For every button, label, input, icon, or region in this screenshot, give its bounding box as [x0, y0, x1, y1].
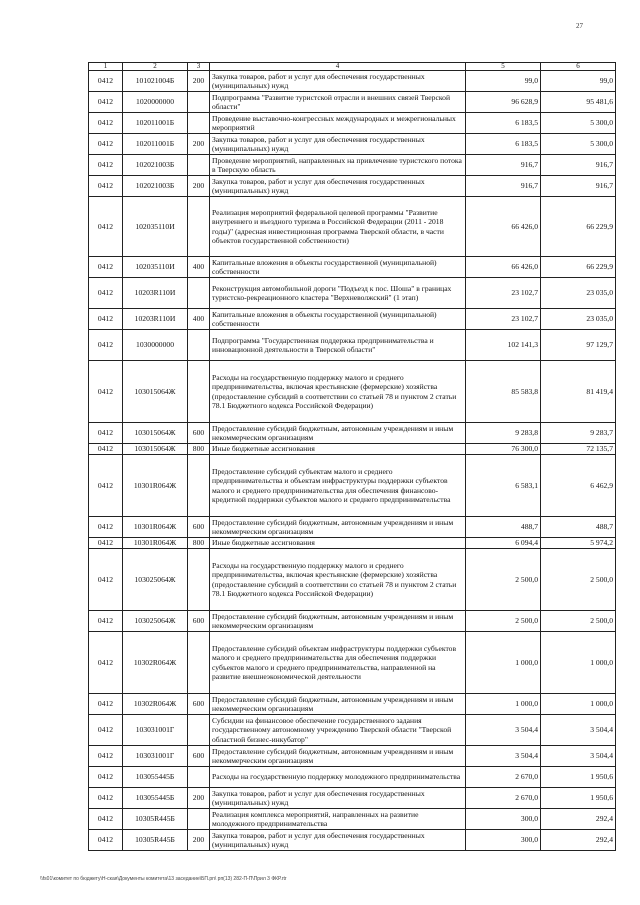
table-row — [89, 113, 616, 134]
target-article-code: 102035110И — [123, 197, 188, 257]
table-row — [89, 611, 616, 632]
table-row — [89, 71, 616, 92]
expense-type-code — [188, 113, 210, 134]
table-row — [89, 361, 616, 423]
expense-type-code: 200 — [188, 830, 210, 851]
table-row — [89, 830, 616, 851]
table-header-row — [89, 63, 616, 71]
table-row — [89, 257, 616, 278]
table-row — [89, 330, 616, 361]
target-article-code: 102021003Б — [123, 176, 188, 197]
executed-amount: 66 229,9 — [541, 197, 616, 257]
target-article-code: 10301R064Ж — [123, 517, 188, 538]
target-article-code: 103025064Ж — [123, 549, 188, 611]
target-article-code: 10305R445Б — [123, 809, 188, 830]
planned-amount: 916,7 — [466, 155, 541, 176]
executed-amount: 5 974,2 — [541, 538, 616, 549]
planned-amount: 66 426,0 — [466, 197, 541, 257]
expense-type-code: 800 — [188, 538, 210, 549]
section-code: 0412 — [89, 278, 123, 309]
table-row — [89, 632, 616, 694]
table-row — [89, 134, 616, 155]
budget-table — [88, 62, 616, 851]
planned-amount: 96 628,9 — [466, 92, 541, 113]
expense-type-code — [188, 809, 210, 830]
expense-type-code — [188, 632, 210, 694]
section-code: 0412 — [89, 767, 123, 788]
header-cell: 1 — [89, 63, 123, 71]
section-code: 0412 — [89, 809, 123, 830]
expense-type-code — [188, 197, 210, 257]
item-name: Закупка товаров, работ и услуг для обеспечения государственных (муниципальных) нужд — [210, 176, 466, 197]
planned-amount: 1 000,0 — [466, 632, 541, 694]
target-article-code: 10203R110И — [123, 309, 188, 330]
target-article-code: 103055445Б — [123, 767, 188, 788]
target-article-code: 10301R064Ж — [123, 538, 188, 549]
section-code: 0412 — [89, 788, 123, 809]
planned-amount: 23 102,7 — [466, 309, 541, 330]
table-row — [89, 809, 616, 830]
executed-amount: 3 504,4 — [541, 746, 616, 767]
item-name: Закупка товаров, работ и услуг для обеспечения государственных (муниципальных) нужд — [210, 830, 466, 851]
item-name: Предоставление субсидий бюджетным, автономным учреждениям и иным некоммерческим организациям — [210, 611, 466, 632]
target-article-code: 10305R445Б — [123, 830, 188, 851]
executed-amount: 1 950,6 — [541, 767, 616, 788]
expense-type-code — [188, 278, 210, 309]
item-name: Расходы на государственную поддержку малого и среднего предпринимательства, включая крестьянские (фермерские) хозяйства (предоставление субсидий в соответствии со статьей 78 и пунктом 2 статьи 78.1 Бюджетного кодекса Российской Федерации) — [210, 549, 466, 611]
section-code: 0412 — [89, 309, 123, 330]
expense-type-code: 800 — [188, 444, 210, 455]
planned-amount: 9 283,8 — [466, 423, 541, 444]
expense-type-code: 600 — [188, 746, 210, 767]
table-row — [89, 92, 616, 113]
planned-amount: 2 670,0 — [466, 767, 541, 788]
executed-amount: 2 500,0 — [541, 549, 616, 611]
target-article-code: 103015064Ж — [123, 361, 188, 423]
item-name: Расходы на государственную поддержку малого и среднего предпринимательства, включая крестьянские (фермерские) хозяйства (предоставление субсидий в соответствии со статьей 78 и пунктом 2 статьи 78.1 Бюджетного кодекса Российской Федерации) — [210, 361, 466, 423]
executed-amount: 3 504,4 — [541, 715, 616, 746]
executed-amount: 2 500,0 — [541, 611, 616, 632]
item-name: Предоставление субсидий объектам инфраструктуры поддержки субъектов малого и среднего предпринимательства для обеспечения поддержки субъектов малого и среднего предпринимательства, направленной на развитие внешнеэкономической деятельности — [210, 632, 466, 694]
section-code: 0412 — [89, 113, 123, 134]
item-name: Реализация комплекса мероприятий, направленных на развитие молодежного предпринимательства — [210, 809, 466, 830]
section-code: 0412 — [89, 517, 123, 538]
section-code: 0412 — [89, 155, 123, 176]
planned-amount: 102 141,3 — [466, 330, 541, 361]
section-code: 0412 — [89, 538, 123, 549]
expense-type-code: 200 — [188, 134, 210, 155]
planned-amount: 66 426,0 — [466, 257, 541, 278]
planned-amount: 76 300,0 — [466, 444, 541, 455]
planned-amount: 300,0 — [466, 809, 541, 830]
table-row — [89, 549, 616, 611]
planned-amount: 2 500,0 — [466, 549, 541, 611]
page-number: 27 — [576, 22, 583, 30]
executed-amount: 81 419,4 — [541, 361, 616, 423]
planned-amount: 3 504,4 — [466, 746, 541, 767]
target-article-code: 10302R064Ж — [123, 632, 188, 694]
planned-amount: 488,7 — [466, 517, 541, 538]
table-row — [89, 176, 616, 197]
section-code: 0412 — [89, 444, 123, 455]
target-article-code: 10301R064Ж — [123, 455, 188, 517]
section-code: 0412 — [89, 746, 123, 767]
planned-amount: 916,7 — [466, 176, 541, 197]
executed-amount: 1 000,0 — [541, 694, 616, 715]
expense-type-code — [188, 549, 210, 611]
section-code: 0412 — [89, 830, 123, 851]
planned-amount: 6 183,5 — [466, 113, 541, 134]
item-name: Предоставление субсидий субъектам малого и среднего предпринимательства и объектам инфраструктуры поддержки субъектов малого и среднего предпринимательства для обеспечения финансово-кредитной поддержки субъектов малого и среднего предпринимательства — [210, 455, 466, 517]
expense-type-code: 200 — [188, 71, 210, 92]
expense-type-code: 200 — [188, 788, 210, 809]
target-article-code: 102035110И — [123, 257, 188, 278]
table-row — [89, 715, 616, 746]
executed-amount: 292,4 — [541, 809, 616, 830]
section-code: 0412 — [89, 92, 123, 113]
item-name: Иные бюджетные ассигнования — [210, 538, 466, 549]
item-name: Подпрограмма "Развитие туристской отрасли и внешних связей Тверской области" — [210, 92, 466, 113]
table-row — [89, 788, 616, 809]
section-code: 0412 — [89, 330, 123, 361]
item-name: Реконструкция автомобильной дороги "Подъезд к пос. Шоша" в границах туристско-рекреационного кластера "Верхневолжский" (1 этап) — [210, 278, 466, 309]
executed-amount: 95 481,6 — [541, 92, 616, 113]
target-article-code: 103031001Г — [123, 715, 188, 746]
header-cell: 4 — [210, 63, 466, 71]
expense-type-code: 600 — [188, 517, 210, 538]
section-code: 0412 — [89, 361, 123, 423]
planned-amount: 6 583,1 — [466, 455, 541, 517]
table-row — [89, 455, 616, 517]
section-code: 0412 — [89, 632, 123, 694]
target-article-code: 103031001Г — [123, 746, 188, 767]
table-row — [89, 444, 616, 455]
header-cell: 2 — [123, 63, 188, 71]
executed-amount: 9 283,7 — [541, 423, 616, 444]
table-row — [89, 423, 616, 444]
executed-amount: 916,7 — [541, 176, 616, 197]
section-code: 0412 — [89, 176, 123, 197]
expense-type-code: 600 — [188, 423, 210, 444]
target-article-code: 10203R110И — [123, 278, 188, 309]
executed-amount: 5 300,0 — [541, 134, 616, 155]
header-cell: 5 — [466, 63, 541, 71]
item-name: Предоставление субсидий бюджетным, автономным учреждениям и иным некоммерческим организациям — [210, 423, 466, 444]
planned-amount: 3 504,4 — [466, 715, 541, 746]
planned-amount: 300,0 — [466, 830, 541, 851]
expense-type-code — [188, 455, 210, 517]
planned-amount: 6 183,5 — [466, 134, 541, 155]
executed-amount: 1 000,0 — [541, 632, 616, 694]
section-code: 0412 — [89, 611, 123, 632]
planned-amount: 6 094,4 — [466, 538, 541, 549]
planned-amount: 2 670,0 — [466, 788, 541, 809]
table-row — [89, 767, 616, 788]
item-name: Подпрограмма "Государственная поддержка предпринимательства и инновационной деятельности в Тверской области" — [210, 330, 466, 361]
target-article-code: 101021004Б — [123, 71, 188, 92]
table-row — [89, 197, 616, 257]
file-path-footer: \\fs01\комитет по бюджету\Н-ская\Документы комитета\13 заседание\БП.рп\ рп(13) 282-П-П\Прил 3 ФКР.rtr — [40, 876, 287, 882]
expense-type-code — [188, 715, 210, 746]
target-article-code: 103015064Ж — [123, 444, 188, 455]
executed-amount: 292,4 — [541, 830, 616, 851]
executed-amount: 23 035,0 — [541, 278, 616, 309]
executed-amount: 6 462,9 — [541, 455, 616, 517]
expense-type-code — [188, 767, 210, 788]
item-name: Закупка товаров, работ и услуг для обеспечения государственных (муниципальных) нужд — [210, 71, 466, 92]
section-code: 0412 — [89, 257, 123, 278]
target-article-code: 1020000000 — [123, 92, 188, 113]
expense-type-code: 200 — [188, 176, 210, 197]
item-name: Предоставление субсидий бюджетным, автономным учреждениям и иным некоммерческим организациям — [210, 694, 466, 715]
executed-amount: 72 135,7 — [541, 444, 616, 455]
table-row — [89, 278, 616, 309]
section-code: 0412 — [89, 694, 123, 715]
executed-amount: 916,7 — [541, 155, 616, 176]
item-name: Расходы на государственную поддержку молодежного предпринимательства — [210, 767, 466, 788]
section-code: 0412 — [89, 423, 123, 444]
expense-type-code: 600 — [188, 611, 210, 632]
expense-type-code — [188, 92, 210, 113]
item-name: Закупка товаров, работ и услуг для обеспечения государственных (муниципальных) нужд — [210, 788, 466, 809]
section-code: 0412 — [89, 549, 123, 611]
target-article-code: 10302R064Ж — [123, 694, 188, 715]
target-article-code: 102011001Б — [123, 113, 188, 134]
expense-type-code — [188, 330, 210, 361]
table-row — [89, 517, 616, 538]
table-row — [89, 746, 616, 767]
item-name: Проведение выставочно-конгрессных международных и межрегиональных мероприятий — [210, 113, 466, 134]
table-row — [89, 538, 616, 549]
item-name: Реализация мероприятий федеральной целевой программы "Развитие внутреннего и въездного туризма в Российской Федерации (2011 - 2018 годы)" (адресная инвестиционная программа Тверской области, в части объектов государственной собственности) — [210, 197, 466, 257]
planned-amount: 23 102,7 — [466, 278, 541, 309]
executed-amount: 66 229,9 — [541, 257, 616, 278]
expense-type-code: 600 — [188, 694, 210, 715]
executed-amount: 5 300,0 — [541, 113, 616, 134]
section-code: 0412 — [89, 197, 123, 257]
header-cell: 3 — [188, 63, 210, 71]
expense-type-code: 400 — [188, 257, 210, 278]
target-article-code: 103025064Ж — [123, 611, 188, 632]
executed-amount: 97 129,7 — [541, 330, 616, 361]
item-name: Закупка товаров, работ и услуг для обеспечения государственных (муниципальных) нужд — [210, 134, 466, 155]
target-article-code: 103015064Ж — [123, 423, 188, 444]
executed-amount: 23 035,0 — [541, 309, 616, 330]
section-code: 0412 — [89, 71, 123, 92]
target-article-code: 102011001Б — [123, 134, 188, 155]
executed-amount: 99,0 — [541, 71, 616, 92]
item-name: Иные бюджетные ассигнования — [210, 444, 466, 455]
item-name: Капитальные вложения в объекты государственной (муниципальной) собственности — [210, 309, 466, 330]
item-name: Капитальные вложения в объекты государственной (муниципальной) собственности — [210, 257, 466, 278]
target-article-code: 103055445Б — [123, 788, 188, 809]
expense-type-code — [188, 155, 210, 176]
table-row — [89, 694, 616, 715]
table-row — [89, 155, 616, 176]
executed-amount: 488,7 — [541, 517, 616, 538]
section-code: 0412 — [89, 715, 123, 746]
executed-amount: 1 950,6 — [541, 788, 616, 809]
planned-amount: 2 500,0 — [466, 611, 541, 632]
expense-type-code — [188, 361, 210, 423]
target-article-code: 1030000000 — [123, 330, 188, 361]
section-code: 0412 — [89, 455, 123, 517]
target-article-code: 102021003Б — [123, 155, 188, 176]
planned-amount: 85 583,8 — [466, 361, 541, 423]
item-name: Предоставление субсидий бюджетным, автономным учреждениям и иным некоммерческим организациям — [210, 517, 466, 538]
item-name: Субсидии на финансовое обеспечение государственного задания государственному автономному учреждению Тверской области "Тверской областной бизнес-инкубатор" — [210, 715, 466, 746]
item-name: Проведение мероприятий, направленных на привлечение туристского потока в Тверскую область — [210, 155, 466, 176]
item-name: Предоставление субсидий бюджетным, автономным учреждениям и иным некоммерческим организациям — [210, 746, 466, 767]
planned-amount: 1 000,0 — [466, 694, 541, 715]
header-cell: 6 — [541, 63, 616, 71]
table-row — [89, 309, 616, 330]
planned-amount: 99,0 — [466, 71, 541, 92]
expense-type-code: 400 — [188, 309, 210, 330]
section-code: 0412 — [89, 134, 123, 155]
